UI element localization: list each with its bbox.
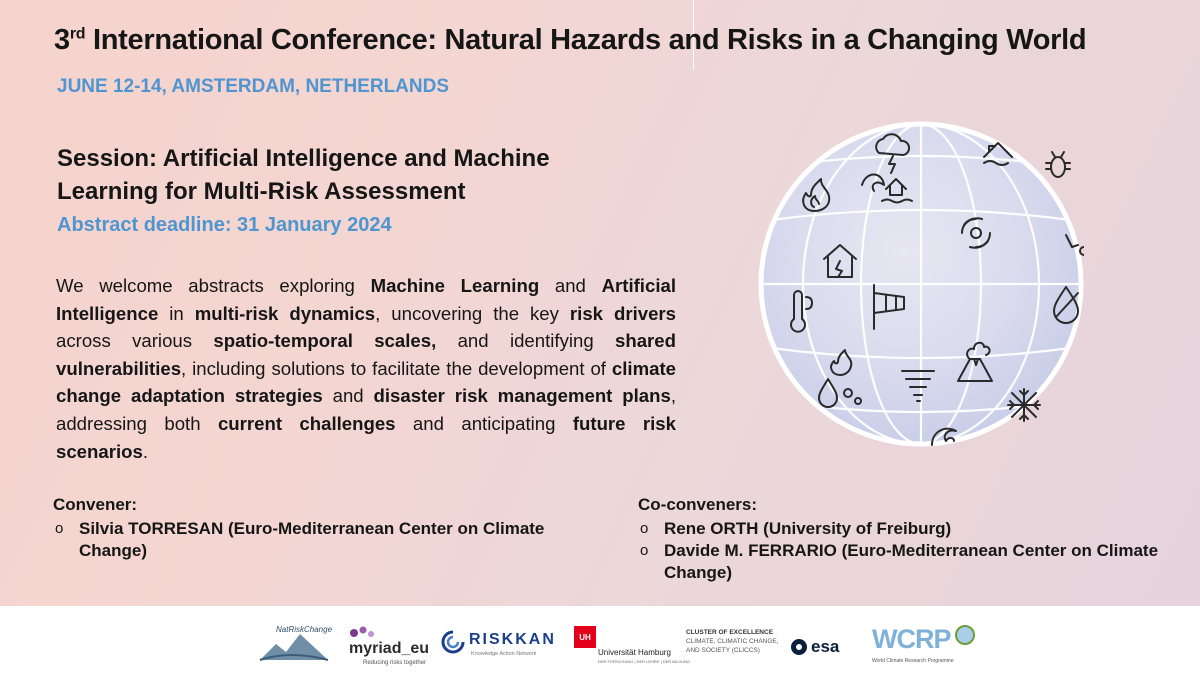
description-text: , uncovering the key bbox=[375, 302, 570, 324]
description-text: and bbox=[539, 275, 602, 296]
session-title-line-2: Learning for Multi-Risk Assessment bbox=[57, 178, 466, 205]
wcrp-text: WCRP bbox=[872, 624, 951, 654]
description-text: and anticipating bbox=[395, 412, 573, 434]
natriskchange-text: NatRiskChange bbox=[276, 625, 333, 634]
wcrp-logo bbox=[872, 622, 982, 668]
description-text: We welcome abstracts exploring bbox=[56, 275, 371, 296]
convener-name: Silvia TORRESAN (Euro-Mediterranean Center on Climate Change) bbox=[79, 519, 545, 560]
convener-section bbox=[53, 495, 593, 562]
hazard-globe-illustration bbox=[758, 121, 1084, 447]
uhh-mark bbox=[574, 626, 596, 648]
snowflake-icon bbox=[1008, 389, 1040, 421]
natriskchange-logo bbox=[258, 624, 333, 664]
esa-mark-icon bbox=[790, 638, 808, 656]
myriad-text: myriad_eu bbox=[349, 640, 430, 657]
partner-logos-footer bbox=[0, 606, 1200, 679]
cliccs-logo bbox=[686, 628, 778, 664]
myriad-tagline: Reducing risks together bbox=[363, 660, 427, 666]
esa-text: esa bbox=[811, 637, 840, 656]
description-text: and bbox=[322, 385, 374, 407]
highlighted-term: risk drivers bbox=[569, 302, 676, 324]
coconvener-name: Rene ORTH (University of Freiburg) bbox=[664, 519, 952, 538]
session-description bbox=[56, 272, 676, 465]
riskkan-swirl-icon bbox=[441, 630, 465, 654]
uhh-name: Universität Hamburg bbox=[598, 648, 671, 657]
bullet-marker: o bbox=[640, 520, 649, 537]
highlighted-term: shared vulnerabilities bbox=[56, 330, 676, 379]
cliccs-line-1: CLUSTER OF EXCELLENCE bbox=[686, 629, 774, 636]
riskkan-logo bbox=[441, 630, 559, 664]
myriad-logo bbox=[349, 624, 433, 668]
cliccs-line-3: AND SOCIETY (CLICCS) bbox=[686, 647, 760, 654]
highlighted-term: spatio-temporal scales, bbox=[213, 330, 437, 352]
highlighted-term: multi-risk dynamics bbox=[194, 302, 376, 324]
riskkan-text: RISKKAN bbox=[469, 631, 556, 648]
description-text: , addressing both bbox=[56, 385, 676, 434]
description-text: , including solutions to facilitate the development of bbox=[181, 357, 612, 379]
coconvener-list bbox=[638, 518, 1198, 584]
description-text: in bbox=[158, 302, 195, 324]
coconvener-item bbox=[638, 518, 1198, 540]
universitat-hamburg-logo bbox=[574, 626, 691, 666]
riskkan-tagline: Knowledge Action Network bbox=[471, 651, 537, 657]
bug-icon bbox=[1046, 152, 1070, 177]
convener-item bbox=[53, 518, 593, 562]
coconvener-heading: Co-conveners: bbox=[638, 495, 758, 514]
wcrp-tagline: World Climate Research Programme bbox=[872, 658, 954, 664]
bullet-marker: o bbox=[55, 520, 64, 537]
title-ordinal: 3 bbox=[54, 24, 70, 56]
conference-location: JUNE 12-14, AMSTERDAM, NETHERLANDS bbox=[57, 76, 450, 97]
coconvener-name: Davide M. FERRARIO (Euro-Mediterranean Center on Climate Change) bbox=[664, 541, 1159, 582]
highlighted-term: future risk scenarios bbox=[56, 412, 676, 462]
title-text: International Conference: Natural Hazards and Risks in a Changing World bbox=[85, 24, 1087, 56]
uhh-tagline: DER FORSCHUNG | DER LEHRE | DER BILDUNG bbox=[598, 659, 691, 664]
abstract-deadline: Abstract deadline: 31 January 2024 bbox=[57, 214, 392, 236]
convener-heading: Convener: bbox=[53, 495, 138, 514]
session-title-line-1: Session: Artificial Intelligence and Machine bbox=[57, 145, 550, 172]
uhh-mark-text: UH bbox=[579, 632, 591, 642]
convener-list bbox=[53, 518, 593, 562]
description-text: and identifying bbox=[436, 330, 616, 352]
coconvener-item bbox=[638, 540, 1198, 584]
coconvener-section bbox=[638, 495, 1198, 584]
highlighted-term: Artificial Intelligence bbox=[56, 275, 676, 324]
title-ordinal-suffix: rd bbox=[69, 25, 86, 43]
session-title bbox=[57, 142, 697, 208]
highlighted-term: climate change adaptation strategies bbox=[56, 357, 676, 407]
bullet-marker: o bbox=[640, 542, 649, 559]
highlighted-term: disaster risk management plans bbox=[373, 385, 671, 407]
esa-logo bbox=[790, 636, 850, 658]
conference-title bbox=[54, 24, 1174, 57]
wcrp-globe-icon bbox=[954, 624, 976, 646]
cliccs-line-2: CLIMATE, CLIMATIC CHANGE, bbox=[686, 638, 779, 645]
description-text: across various bbox=[56, 330, 214, 352]
highlighted-term: current challenges bbox=[217, 412, 396, 434]
description-text: . bbox=[142, 440, 148, 462]
highlighted-term: Machine Learning bbox=[370, 275, 540, 296]
